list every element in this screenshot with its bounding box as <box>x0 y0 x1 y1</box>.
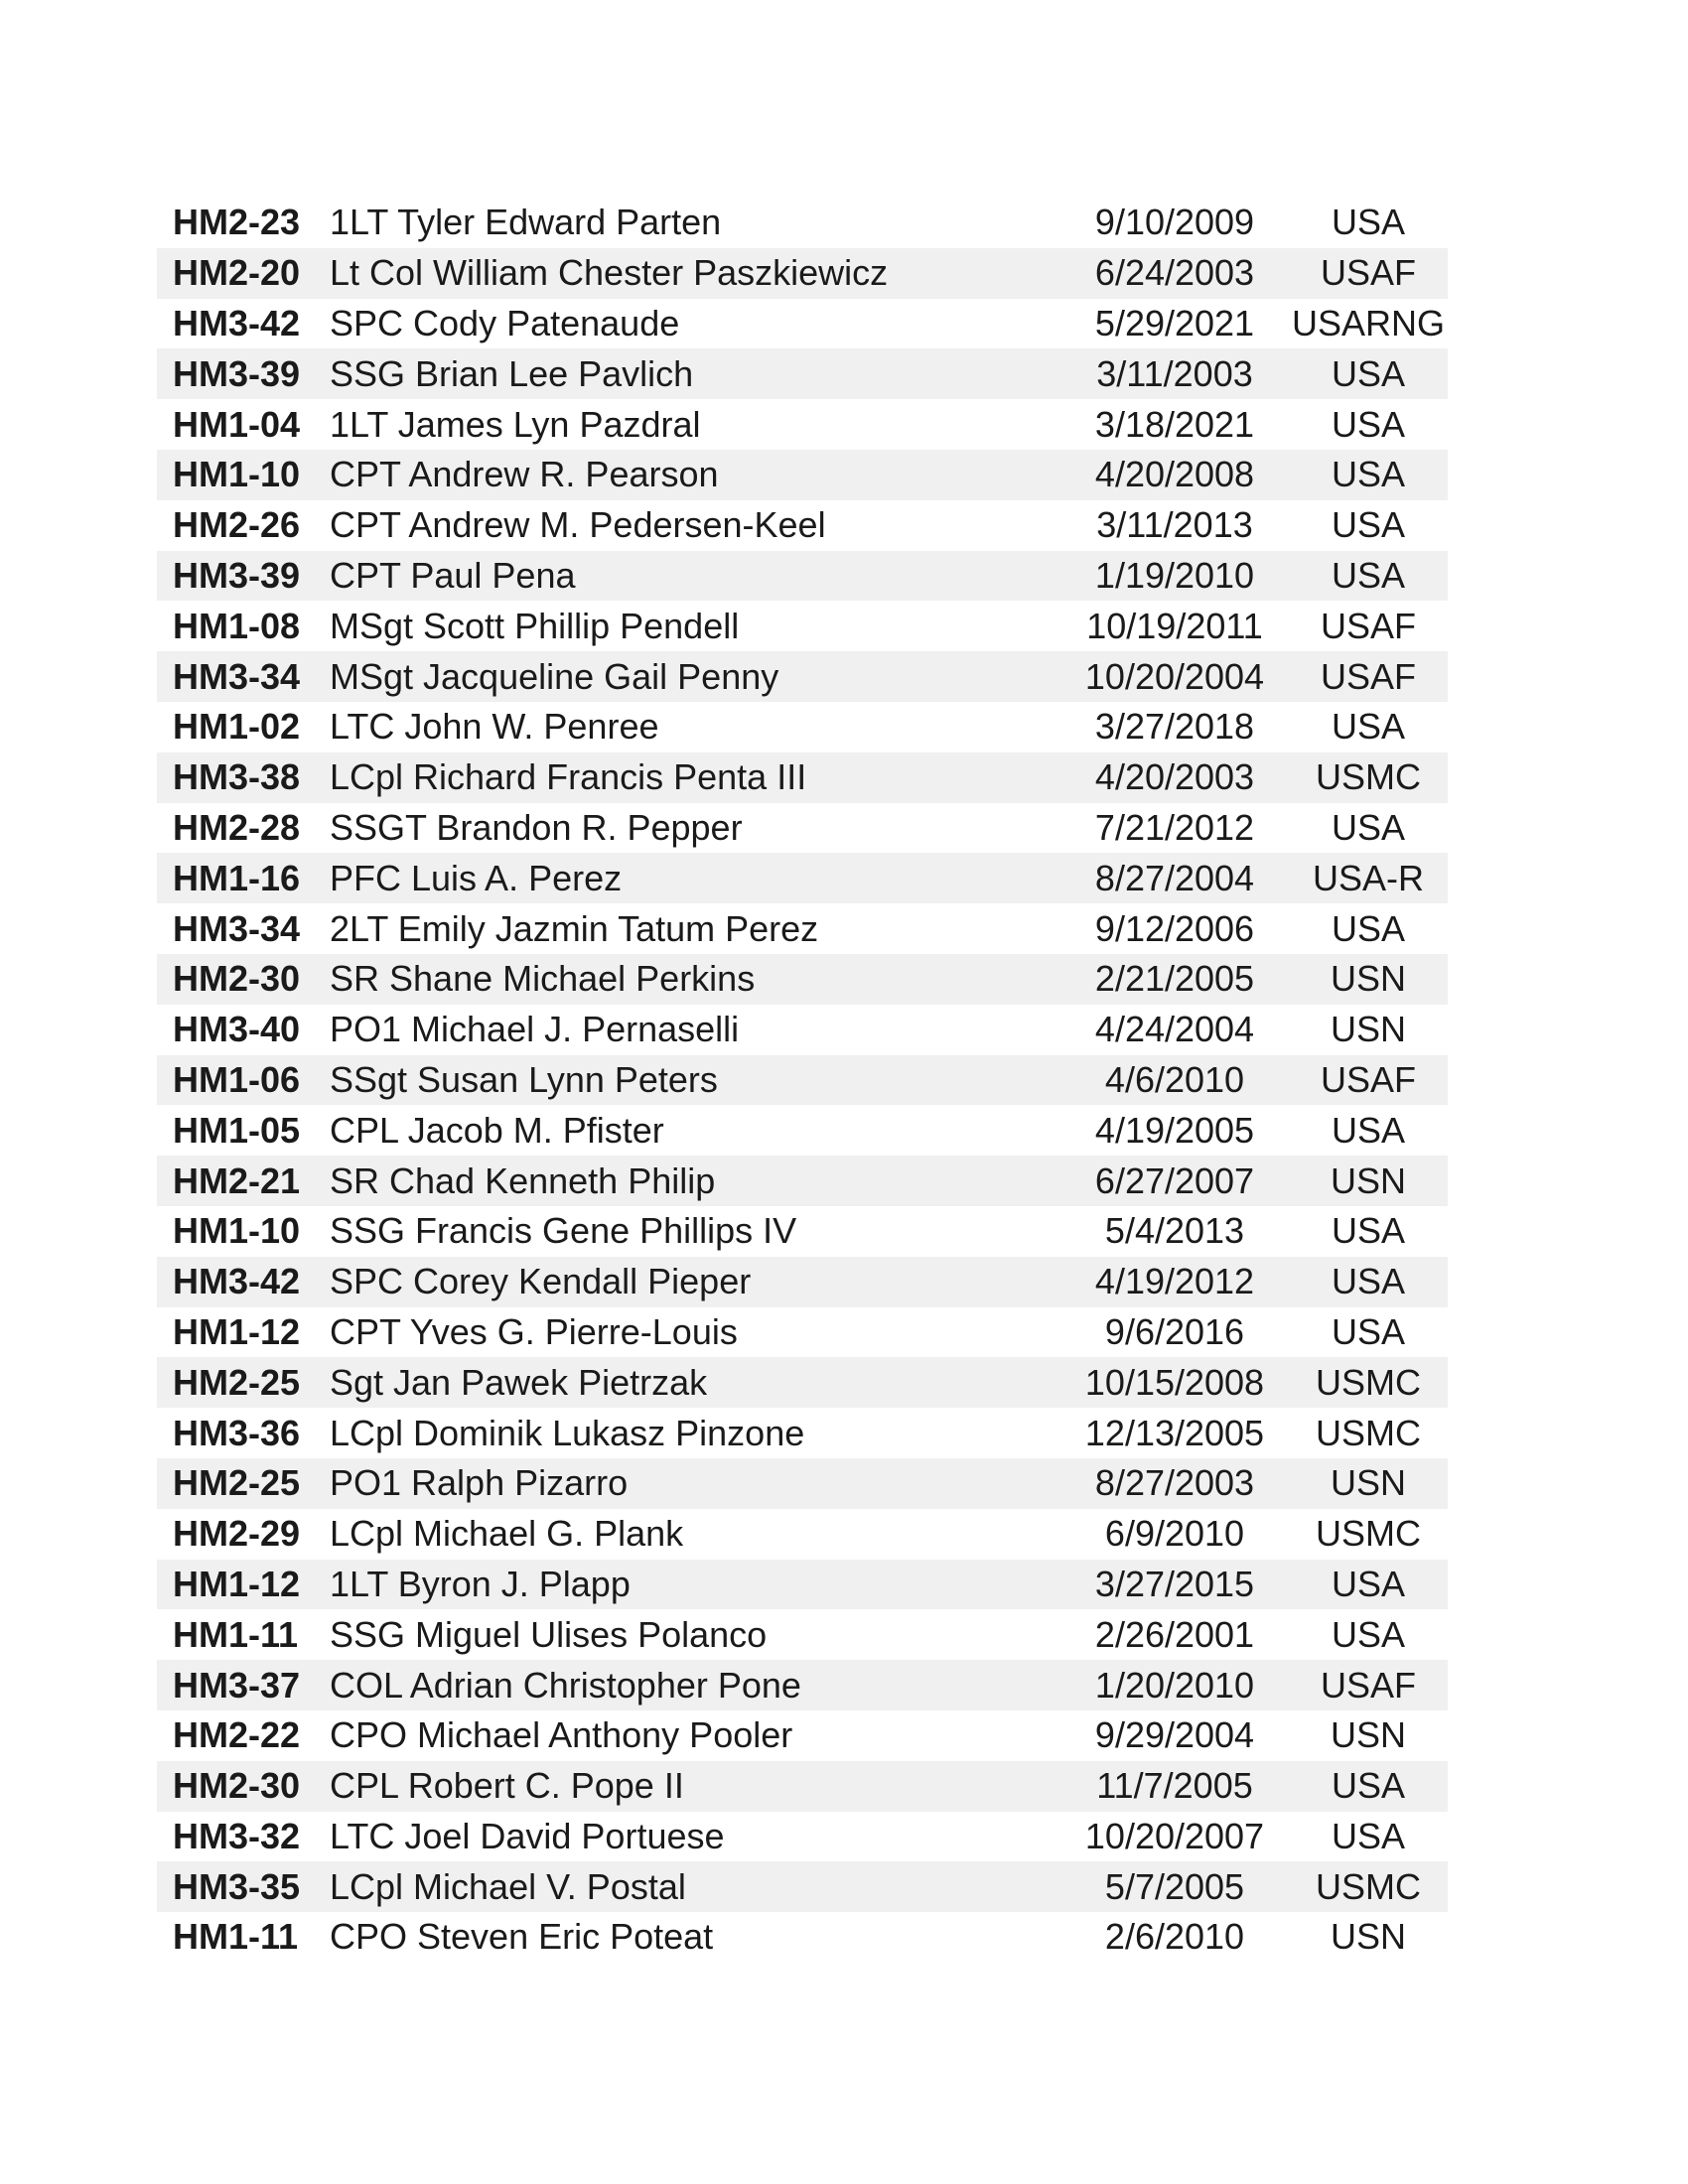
date-cell: 3/27/2015 <box>1094 1563 1255 1604</box>
memorial-code-cell: HM3-40 <box>173 1009 301 1050</box>
branch-cell: USMC <box>1316 1513 1421 1555</box>
branch-cell: USA <box>1331 454 1406 495</box>
table-row <box>157 601 1448 651</box>
rank-name-cell: CPT Andrew R. Pearson <box>330 454 719 495</box>
memorial-code-cell: HM3-35 <box>173 1865 301 1907</box>
table-row <box>157 348 1448 399</box>
date-cell: 1/19/2010 <box>1094 554 1255 596</box>
branch-cell: USA <box>1331 352 1406 394</box>
branch-cell: USA <box>1331 403 1406 445</box>
memorial-code-cell: HM2-28 <box>173 806 301 848</box>
rank-name-cell: SSgt Susan Lynn Peters <box>330 1058 718 1100</box>
branch-cell: USN <box>1330 1462 1406 1504</box>
table-row <box>157 1861 1448 1912</box>
rank-name-cell: MSgt Jacqueline Gail Penny <box>330 655 779 697</box>
memorial-code-cell: HM2-25 <box>173 1361 301 1403</box>
branch-cell: USA <box>1331 1310 1406 1352</box>
memorial-code-cell: HM1-05 <box>173 1109 301 1151</box>
rank-name-cell: SPC Cody Patenaude <box>330 302 680 343</box>
memorial-code-cell: HM1-08 <box>173 605 301 646</box>
memorial-code-cell: HM1-02 <box>173 706 301 748</box>
date-cell: 9/10/2009 <box>1094 202 1255 243</box>
date-cell: 10/19/2011 <box>1086 605 1263 646</box>
rank-name-cell: 2LT Emily Jazmin Tatum Perez <box>330 907 819 949</box>
memorial-code-cell: HM1-04 <box>173 403 301 445</box>
date-cell: 1/20/2010 <box>1094 1664 1255 1706</box>
rank-name-cell: SSGT Brandon R. Pepper <box>330 806 743 848</box>
date-cell: 9/29/2004 <box>1094 1714 1255 1756</box>
date-cell: 4/24/2004 <box>1094 1009 1255 1050</box>
rank-name-cell: LTC John W. Penree <box>330 706 659 748</box>
rank-name-cell: 1LT James Lyn Pazdral <box>330 403 701 445</box>
table-row <box>157 500 1448 551</box>
rank-name-cell: 1LT Tyler Edward Parten <box>330 202 722 243</box>
table-row <box>157 954 1448 1005</box>
date-cell: 11/7/2005 <box>1096 1765 1253 1807</box>
rank-name-cell: LCpl Michael V. Postal <box>330 1865 686 1907</box>
table-row <box>157 1560 1448 1610</box>
memorial-code-cell: HM1-11 <box>173 1916 299 1958</box>
memorial-code-cell: HM2-30 <box>173 1765 301 1807</box>
branch-cell: USAF <box>1320 655 1416 697</box>
branch-cell: USA <box>1331 1261 1406 1302</box>
table-row <box>157 551 1448 602</box>
rank-name-cell: PO1 Michael J. Pernaselli <box>330 1009 740 1050</box>
date-cell: 10/20/2007 <box>1084 1815 1265 1856</box>
rank-name-cell: LTC Joel David Portuese <box>330 1815 725 1856</box>
date-cell: 2/21/2005 <box>1094 958 1255 1000</box>
date-cell: 2/26/2001 <box>1094 1613 1255 1655</box>
table-row <box>157 752 1448 803</box>
table-row <box>157 1509 1448 1560</box>
branch-cell: USN <box>1330 1714 1406 1756</box>
table-row <box>157 1307 1448 1358</box>
date-cell: 4/6/2010 <box>1104 1058 1245 1100</box>
memorial-code-cell: HM3-42 <box>173 1261 301 1302</box>
table-row <box>157 1710 1448 1761</box>
branch-cell: USMC <box>1316 1361 1421 1403</box>
table-row <box>157 1257 1448 1307</box>
memorial-code-cell: HM1-12 <box>173 1563 301 1604</box>
table-row <box>157 1660 1448 1710</box>
rank-name-cell: SSG Brian Lee Pavlich <box>330 352 694 394</box>
memorial-code-cell: HM3-34 <box>173 907 301 949</box>
date-cell: 3/27/2018 <box>1094 706 1255 748</box>
table-row <box>157 399 1448 450</box>
memorial-code-cell: HM3-32 <box>173 1815 301 1856</box>
honoree-roster-table <box>157 198 1448 1963</box>
branch-cell: USA <box>1331 202 1406 243</box>
table-row <box>157 248 1448 299</box>
rank-name-cell: CPO Michael Anthony Pooler <box>330 1714 793 1756</box>
table-row <box>157 702 1448 752</box>
table-row <box>157 1357 1448 1408</box>
memorial-code-cell: HM2-23 <box>173 202 301 243</box>
rank-name-cell: LCpl Dominik Lukasz Pinzone <box>330 1412 805 1453</box>
rank-name-cell: PO1 Ralph Pizarro <box>330 1462 629 1504</box>
memorial-code-cell: HM2-21 <box>173 1160 301 1201</box>
branch-cell: USN <box>1330 1916 1406 1958</box>
branch-cell: USA <box>1331 907 1406 949</box>
memorial-code-cell: HM3-38 <box>173 756 301 798</box>
memorial-code-cell: HM1-11 <box>173 1613 299 1655</box>
table-row <box>157 1005 1448 1055</box>
table-row <box>157 1105 1448 1156</box>
memorial-code-cell: HM3-39 <box>173 554 301 596</box>
date-cell: 5/4/2013 <box>1104 1210 1245 1252</box>
table-row <box>157 903 1448 954</box>
table-row <box>157 1408 1448 1458</box>
memorial-code-cell: HM2-20 <box>173 252 301 294</box>
date-cell: 12/13/2005 <box>1084 1412 1265 1453</box>
memorial-code-cell: HM1-10 <box>173 454 301 495</box>
date-cell: 8/27/2003 <box>1094 1462 1255 1504</box>
branch-cell: USA <box>1331 1613 1406 1655</box>
rank-name-cell: SSG Francis Gene Phillips IV <box>330 1210 797 1252</box>
memorial-code-cell: HM2-26 <box>173 504 301 546</box>
date-cell: 9/6/2016 <box>1104 1310 1245 1352</box>
memorial-code-cell: HM3-37 <box>173 1664 301 1706</box>
table-row <box>157 299 1448 349</box>
table-row <box>157 803 1448 854</box>
table-row <box>157 1609 1448 1660</box>
branch-cell: USN <box>1330 958 1406 1000</box>
rank-name-cell: CPT Paul Pena <box>330 554 576 596</box>
table-row <box>157 1055 1448 1106</box>
branch-cell: USA <box>1331 1109 1406 1151</box>
branch-cell: USA <box>1331 1210 1406 1252</box>
rank-name-cell: SPC Corey Kendall Pieper <box>330 1261 752 1302</box>
table-row <box>157 1156 1448 1206</box>
memorial-code-cell: HM2-29 <box>173 1513 301 1555</box>
rank-name-cell: Lt Col William Chester Paszkiewicz <box>330 252 889 294</box>
memorial-code-cell: HM1-16 <box>173 857 301 898</box>
date-cell: 4/19/2012 <box>1094 1261 1255 1302</box>
date-cell: 4/19/2005 <box>1094 1109 1255 1151</box>
memorial-code-cell: HM2-22 <box>173 1714 301 1756</box>
branch-cell: USAF <box>1320 1058 1416 1100</box>
memorial-code-cell: HM3-36 <box>173 1412 301 1453</box>
branch-cell: USA <box>1331 806 1406 848</box>
date-cell: 8/27/2004 <box>1094 857 1255 898</box>
rank-name-cell: Sgt Jan Pawek Pietrzak <box>330 1361 708 1403</box>
branch-cell: USN <box>1330 1160 1406 1201</box>
rank-name-cell: LCpl Michael G. Plank <box>330 1513 684 1555</box>
rank-name-cell: CPO Steven Eric Poteat <box>330 1916 714 1958</box>
branch-cell: USARNG <box>1291 302 1446 343</box>
table-row <box>157 198 1448 248</box>
branch-cell: USMC <box>1316 1865 1421 1907</box>
rank-name-cell: CPL Jacob M. Pfister <box>330 1109 664 1151</box>
date-cell: 5/7/2005 <box>1104 1865 1245 1907</box>
table-row <box>157 853 1448 903</box>
table-row <box>157 1206 1448 1257</box>
table-row <box>157 1458 1448 1509</box>
table-row <box>157 1812 1448 1862</box>
date-cell: 10/20/2004 <box>1084 655 1265 697</box>
branch-cell: USMC <box>1316 756 1421 798</box>
rank-name-cell: CPL Robert C. Pope II <box>330 1765 684 1807</box>
table-row <box>157 1761 1448 1812</box>
rank-name-cell: SR Chad Kenneth Philip <box>330 1160 716 1201</box>
date-cell: 3/11/2013 <box>1096 504 1253 546</box>
branch-cell: USN <box>1330 1009 1406 1050</box>
date-cell: 7/21/2012 <box>1094 806 1255 848</box>
memorial-code-cell: HM3-34 <box>173 655 301 697</box>
rank-name-cell: CPT Andrew M. Pedersen-Keel <box>330 504 826 546</box>
date-cell: 6/24/2003 <box>1094 252 1255 294</box>
date-cell: 4/20/2008 <box>1094 454 1255 495</box>
rank-name-cell: CPT Yves G. Pierre-Louis <box>330 1310 738 1352</box>
rank-name-cell: MSgt Scott Phillip Pendell <box>330 605 740 646</box>
table-row <box>157 651 1448 702</box>
rank-name-cell: PFC Luis A. Perez <box>330 857 623 898</box>
date-cell: 5/29/2021 <box>1094 302 1255 343</box>
memorial-code-cell: HM2-25 <box>173 1462 301 1504</box>
date-cell: 3/11/2003 <box>1096 352 1253 394</box>
memorial-code-cell: HM3-39 <box>173 352 301 394</box>
date-cell: 3/18/2021 <box>1094 403 1255 445</box>
rank-name-cell: COL Adrian Christopher Pone <box>330 1664 801 1706</box>
table-row <box>157 1912 1448 1963</box>
branch-cell: USA <box>1331 1815 1406 1856</box>
date-cell: 6/27/2007 <box>1094 1160 1255 1201</box>
branch-cell: USAF <box>1320 252 1416 294</box>
branch-cell: USAF <box>1320 605 1416 646</box>
date-cell: 9/12/2006 <box>1094 907 1255 949</box>
rank-name-cell: 1LT Byron J. Plapp <box>330 1563 631 1604</box>
branch-cell: USA <box>1331 1563 1406 1604</box>
branch-cell: USMC <box>1316 1412 1421 1453</box>
branch-cell: USA <box>1331 504 1406 546</box>
branch-cell: USAF <box>1320 1664 1416 1706</box>
memorial-code-cell: HM3-42 <box>173 302 301 343</box>
date-cell: 2/6/2010 <box>1104 1916 1245 1958</box>
date-cell: 10/15/2008 <box>1084 1361 1265 1403</box>
rank-name-cell: SSG Miguel Ulises Polanco <box>330 1613 768 1655</box>
rank-name-cell: LCpl Richard Francis Penta III <box>330 756 807 798</box>
branch-cell: USA <box>1331 706 1406 748</box>
branch-cell: USA-R <box>1312 857 1424 898</box>
table-row <box>157 450 1448 500</box>
branch-cell: USA <box>1331 1765 1406 1807</box>
memorial-code-cell: HM1-10 <box>173 1210 301 1252</box>
rank-name-cell: SR Shane Michael Perkins <box>330 958 756 1000</box>
memorial-code-cell: HM1-12 <box>173 1310 301 1352</box>
memorial-code-cell: HM2-30 <box>173 958 301 1000</box>
date-cell: 6/9/2010 <box>1104 1513 1245 1555</box>
memorial-code-cell: HM1-06 <box>173 1058 301 1100</box>
branch-cell: USA <box>1331 554 1406 596</box>
date-cell: 4/20/2003 <box>1094 756 1255 798</box>
